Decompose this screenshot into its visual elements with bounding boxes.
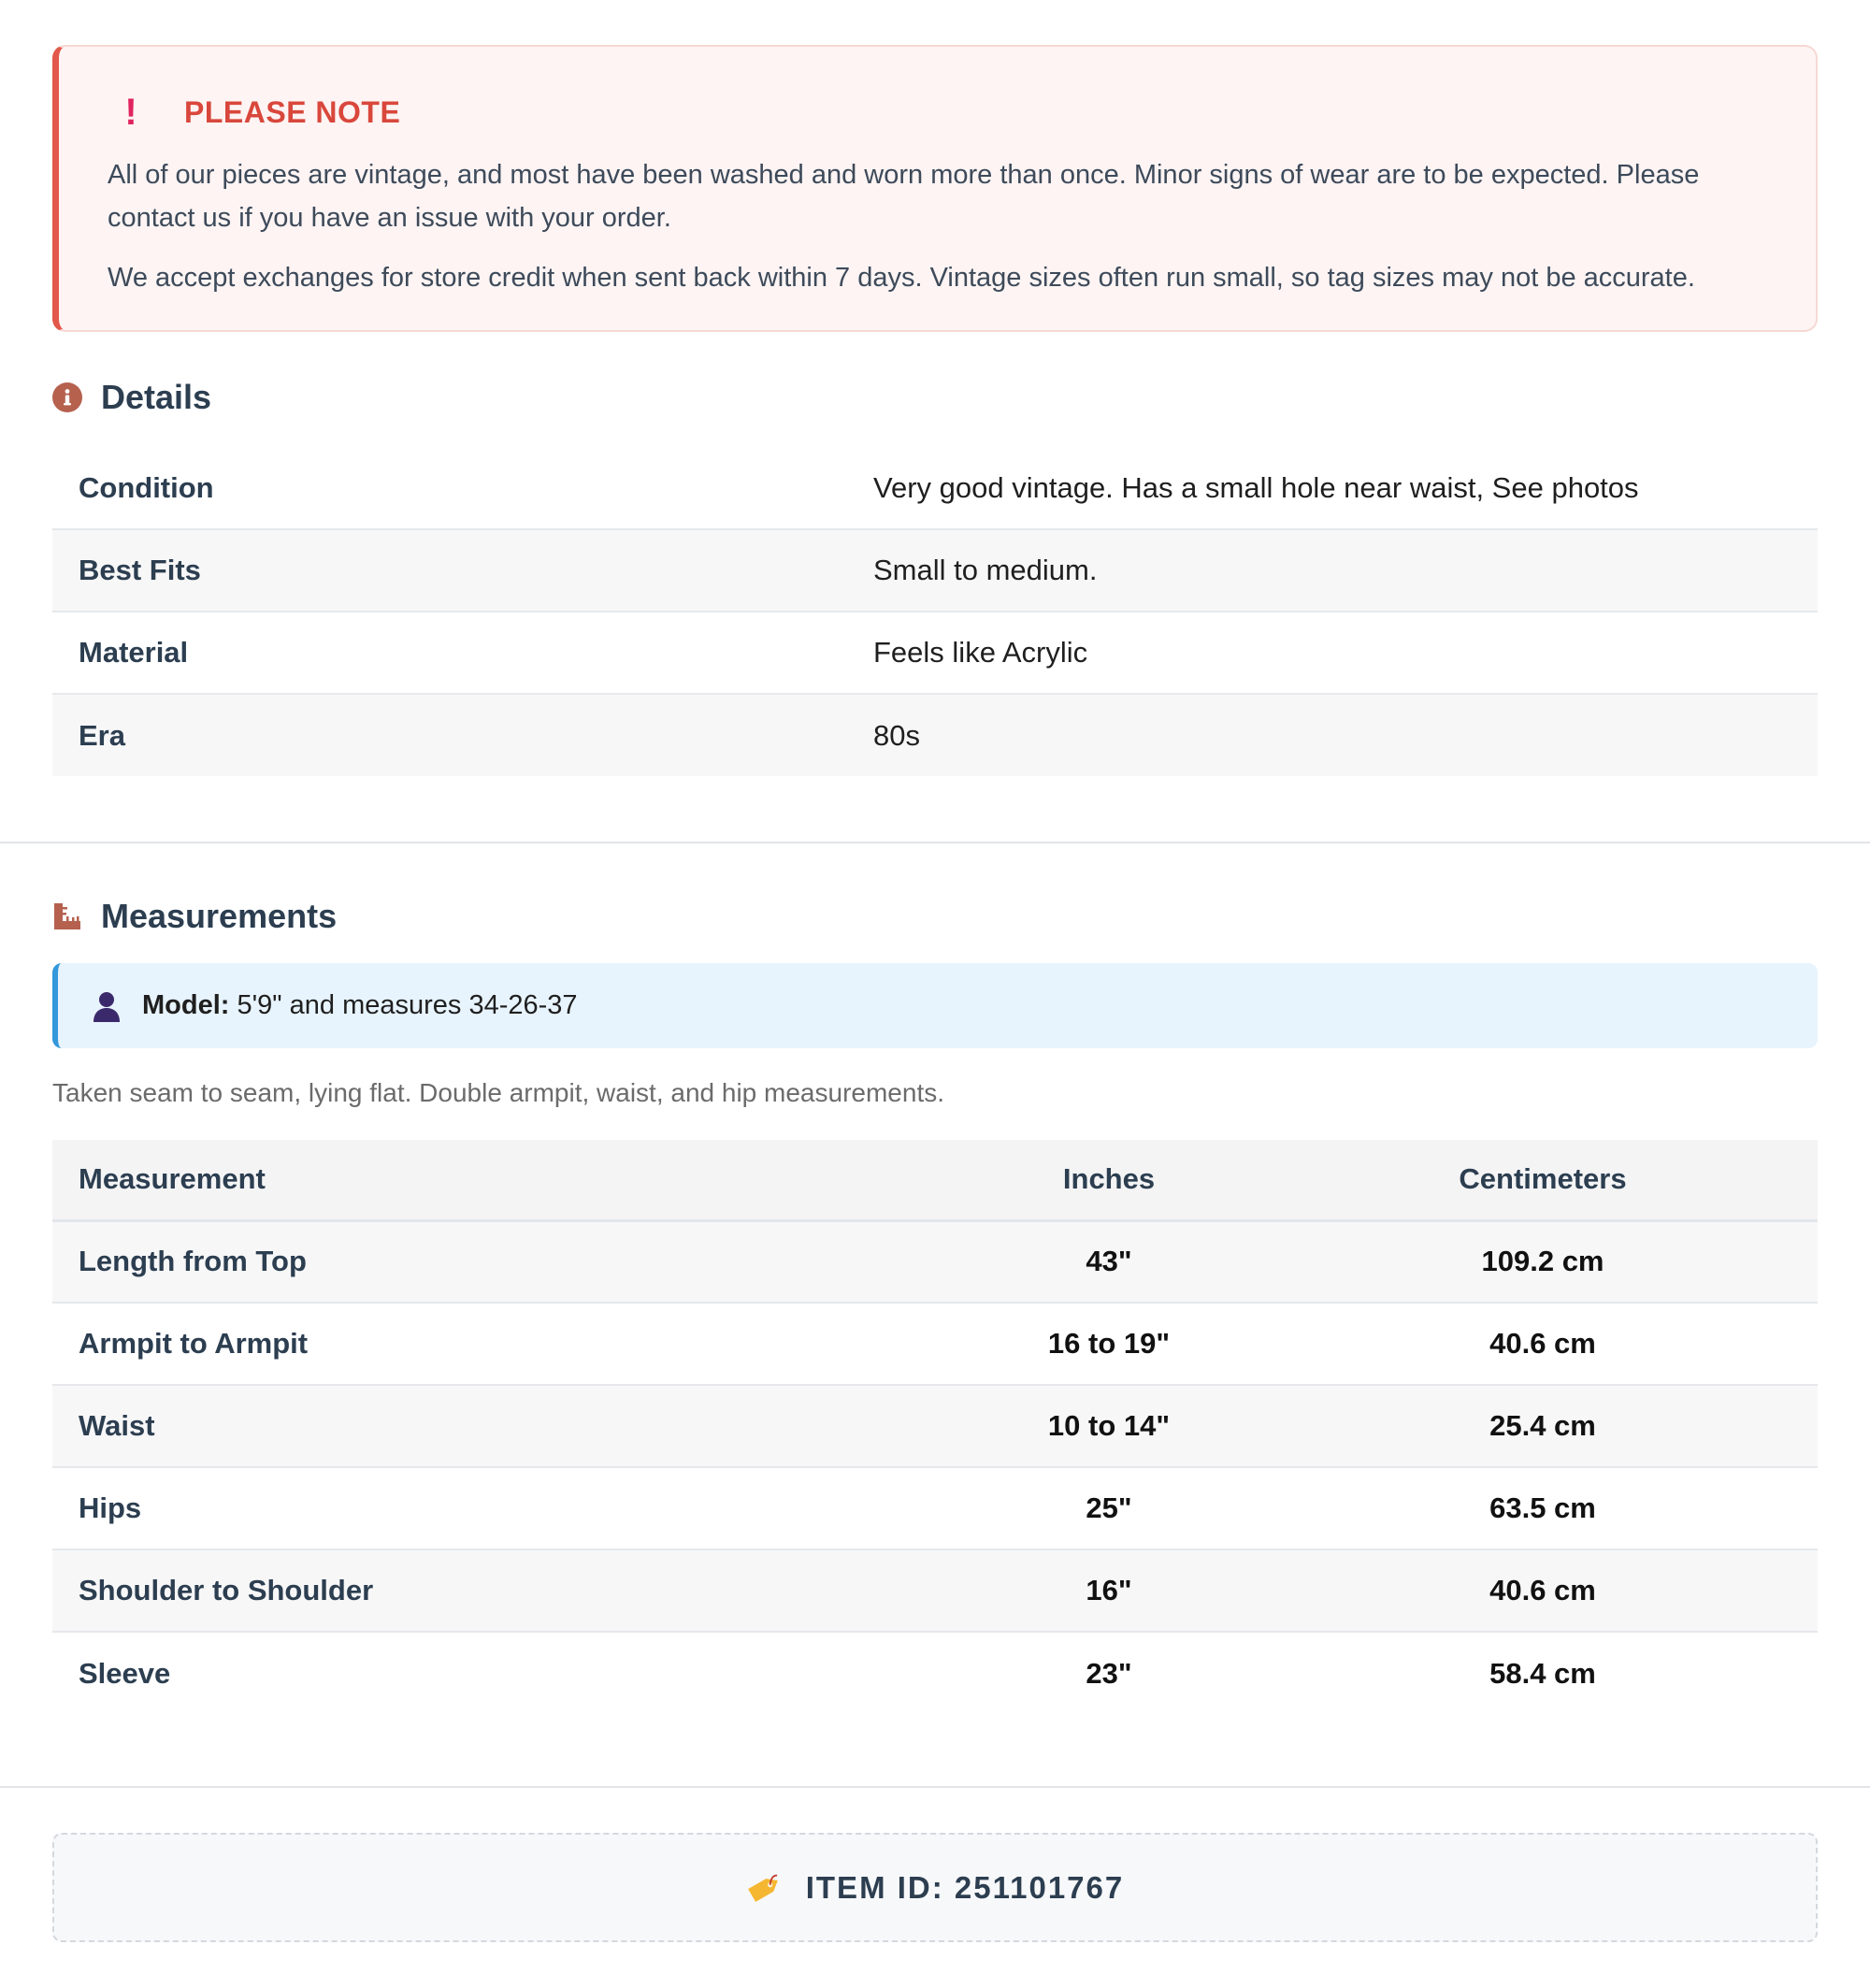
- model-info-box: [52, 963, 1818, 1048]
- detail-label: Era: [52, 694, 847, 776]
- table-header-row: [52, 1140, 1818, 1220]
- measurement-inches: 43": [950, 1220, 1268, 1303]
- measurement-cm: 58.4 cm: [1489, 1656, 1596, 1690]
- measurement-name: Sleeve: [79, 1656, 171, 1690]
- detail-label: Best Fits: [52, 529, 847, 612]
- info-circle-icon: [52, 382, 82, 412]
- item-id-box: [52, 1833, 1818, 1942]
- column-header: Inches: [950, 1140, 1268, 1220]
- exclamation-icon: !: [124, 92, 137, 133]
- measurement-name: Length from Top: [52, 1220, 950, 1303]
- details-table: [52, 447, 1818, 776]
- table-row: [52, 529, 1818, 612]
- detail-label: Material: [52, 612, 847, 694]
- notice-header: [117, 94, 400, 131]
- section-divider: [0, 1786, 1870, 1788]
- measurements-title: Measurements: [101, 897, 338, 935]
- details-heading: [52, 378, 211, 417]
- table-row: [52, 1632, 1818, 1714]
- table-row: [52, 612, 1818, 694]
- detail-value: Small to medium.: [847, 529, 1818, 612]
- notice-paragraph: All of our pieces are vintage, and most have been washed and worn more than once. Minor signs of wear are to be expected. Please contact us if you have an issue with your order.: [108, 160, 1700, 233]
- measurements-heading: [52, 897, 337, 936]
- table-row: [52, 1467, 1818, 1549]
- person-icon: [92, 990, 122, 1022]
- measurement-cm: 63.5 cm: [1268, 1467, 1818, 1549]
- section-divider: [0, 842, 1870, 843]
- measurement-cm: 109.2 cm: [1268, 1220, 1818, 1303]
- details-title: Details: [101, 378, 212, 416]
- detail-value: 80s: [847, 694, 1818, 776]
- model-text: [142, 990, 578, 1021]
- table-row: [52, 694, 1818, 776]
- table-row: [52, 1220, 1818, 1303]
- measurement-name: Shoulder to Shoulder: [52, 1549, 950, 1632]
- column-header: Measurement: [52, 1140, 950, 1220]
- column-header: Centimeters: [1268, 1140, 1818, 1220]
- notice-title: PLEASE NOTE: [184, 94, 401, 129]
- measurement-cm: 40.6 cm: [1268, 1549, 1818, 1632]
- table-row: [52, 447, 1818, 529]
- measurement-inches: 16 to 19": [950, 1303, 1268, 1385]
- measurement-cm: 25.4 cm: [1268, 1385, 1818, 1467]
- measurement-name: Waist: [52, 1385, 950, 1467]
- ruler-icon: [52, 901, 82, 931]
- model-measurements: 5'9" and measures 34-26-37: [237, 990, 578, 1020]
- measurement-name: Hips: [52, 1467, 950, 1549]
- table-row: [52, 1385, 1818, 1467]
- table-row: [52, 1549, 1818, 1632]
- measurements-table: [52, 1140, 1818, 1714]
- tag-icon: [746, 1871, 784, 1905]
- notice-paragraph: We accept exchanges for store credit when sent back within 7 days. Vintage sizes often run small, so tag sizes may not be accurate.: [108, 263, 1695, 293]
- detail-value: Feels like Acrylic: [847, 612, 1818, 694]
- measurement-inches: 23": [1086, 1656, 1132, 1690]
- table-row: [52, 1303, 1818, 1385]
- measurement-inches: 10 to 14": [950, 1385, 1268, 1467]
- measurement-name: Armpit to Armpit: [52, 1303, 950, 1385]
- measurement-inches: 16": [950, 1549, 1268, 1632]
- detail-label: Condition: [52, 447, 847, 529]
- measurement-note: Taken seam to seam, lying flat. Double armpit, waist, and hip measurements.: [52, 1078, 944, 1107]
- detail-value: Very good vintage. Has a small hole near waist, See photos: [847, 447, 1818, 529]
- please-note-alert: [52, 45, 1818, 332]
- measurement-cm: 40.6 cm: [1268, 1303, 1818, 1385]
- item-id: ITEM ID: 251101767: [805, 1869, 1125, 1905]
- measurement-inches: 25": [950, 1467, 1268, 1549]
- model-label: Model:: [142, 990, 230, 1020]
